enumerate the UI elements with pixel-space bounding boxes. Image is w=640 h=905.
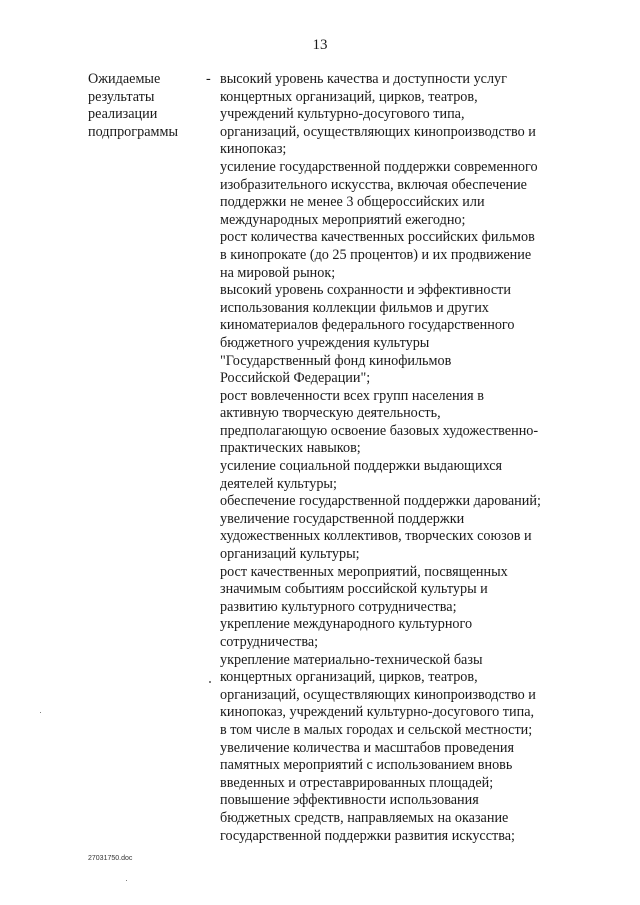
text-line: на мировой рынок;: [220, 264, 336, 281]
text-line: использования коллекции фильмов и других: [220, 299, 489, 316]
text-line: кинопоказ, учреждений культурно-досугового типа,: [220, 704, 535, 721]
scan-speck: [209, 681, 211, 683]
text-line: изобразительного искусства, включая обеспечение: [220, 176, 527, 193]
text-line: высокий уровень качества и доступности услуг: [220, 71, 507, 87]
section-label-line: Ожидаемые: [88, 71, 161, 87]
text-line: бюджетного учреждения культуры: [220, 334, 430, 351]
text-line: повышение эффективности использования: [220, 792, 479, 809]
section-label-line: результаты: [88, 88, 155, 105]
text-line: рост количества качественных российских фильмов: [220, 229, 535, 246]
text-line: в кинопрокате (до 25 процентов) и их продвижение: [220, 246, 532, 263]
text-line: учреждений культурно-досугового типа,: [220, 106, 465, 123]
section-label-line: реализации: [88, 106, 158, 123]
text-line: бюджетных средств, направляемых на оказание: [220, 809, 509, 826]
text-line: усиление социальной поддержки выдающихся: [220, 458, 503, 475]
text-line: в том числе в малых городах и сельской местности;: [220, 721, 533, 738]
text-line: концертных организаций, цирков, театров,: [220, 669, 478, 686]
text-line: развитию культурного сотрудничества;: [220, 598, 457, 615]
text-line: укрепление материально-технической базы: [220, 651, 483, 668]
text-line: организаций, осуществляющих кинопроизводство и: [220, 123, 536, 140]
text-line: значимым событиям российской культуры и: [220, 581, 488, 598]
text-line: обеспечение государственной поддержки дарований;: [220, 493, 541, 510]
text-line: предполагающую освоение базовых художественно-: [220, 422, 539, 439]
text-line: международных мероприятий ежегодно;: [220, 211, 466, 228]
text-line: Российской Федерации";: [220, 370, 371, 387]
text-line: кинопоказ;: [220, 141, 287, 158]
page-number: 13: [312, 37, 328, 53]
text-line: поддержки не менее 3 общероссийских или: [220, 194, 485, 211]
scan-speck: [40, 712, 41, 713]
text-line: организаций, осуществляющих кинопроизводство и: [220, 686, 536, 703]
text-line: рост качественных мероприятий, посвященных: [220, 563, 508, 580]
scan-speck: [126, 880, 127, 881]
text-line: активную творческую деятельность,: [220, 405, 441, 422]
text-line: памятных мероприятий с использованием вновь: [220, 757, 513, 774]
text-line: усиление государственной поддержки современного: [220, 158, 538, 175]
section-label-line: подпрограммы: [88, 123, 178, 140]
section-label: [88, 71, 200, 141]
text-line: сотрудничества;: [220, 634, 319, 650]
text-line: введенных и отреставрированных площадей;: [220, 774, 494, 791]
text-line: "Государственный фонд кинофильмов: [220, 352, 452, 369]
expected-results-text: [220, 71, 580, 845]
text-line: укрепление международного культурного: [220, 616, 473, 633]
text-line: практических навыков;: [220, 440, 361, 457]
list-dash: -: [206, 71, 211, 87]
text-line: государственной поддержки развития искусства;: [220, 827, 515, 844]
text-line: увеличение государственной поддержки: [220, 510, 465, 527]
text-line: организаций культуры;: [220, 546, 360, 563]
text-line: рост вовлеченности всех групп населения в: [220, 387, 484, 404]
text-line: увеличение количества и масштабов проведения: [220, 739, 515, 756]
text-line: высокий уровень сохранности и эффективности: [220, 282, 511, 299]
file-name: 27031750.doc: [88, 855, 133, 862]
text-line: деятелей культуры;: [220, 475, 337, 492]
text-line: киноматериалов федерального государственного: [220, 317, 515, 334]
text-line: художественных коллективов, творческих союзов и: [220, 528, 532, 545]
text-line: концертных организаций, цирков, театров,: [220, 88, 478, 105]
